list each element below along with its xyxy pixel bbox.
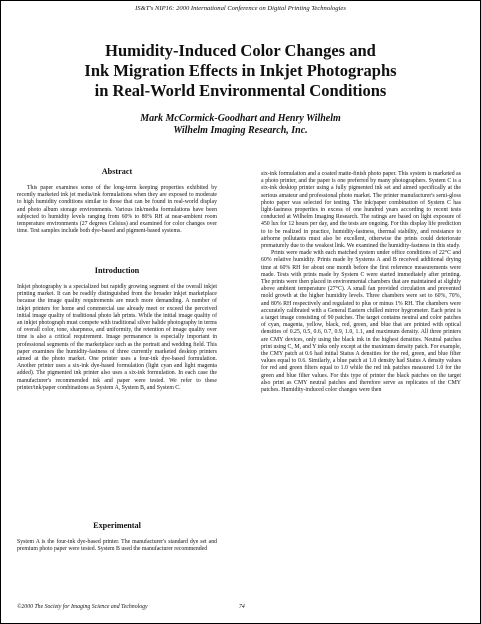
experimental-section xyxy=(17,521,217,553)
introduction-heading: Introduction xyxy=(94,266,140,275)
paper-title xyxy=(1,41,480,101)
affiliation: Wilhelm Imaging Research, Inc. xyxy=(173,125,308,136)
right-column-paragraph-2: Prints were made with each matched system under office conditions of 22°C and 60% relative humidity. Prints made by Systems A and B received additional drying time at 60% RH for about one month before the first reference measurements were made. Tests with prints made by System C were started immediately after printing. The prints were then placed in environmental chambers that are maintained at slightly above ambient temperature (27°C). A small fan provided circulation and prevented mold growth at the higher humidity levels. Three chambers were set to 60%, 70%, and 80% RH respectively and regulated to plus or minus 1% RH. The chambers were accurately calibrated with a General Eastern chilled mirror hygrometer. Each print is a target image consisting of 90 patches. The target contains neutral and color patches of cyan, magenta, yellow, black, red, green, and blue that are printed with optical densities of 0.25, 0.5, 0.6, 0.7, 0.9, 1.0, 1.1, and maximum density. All three printers are CMY devices, only using the black ink in the highest densities. Neutral patches print using C, M, and Y inks only except at the maximum density patch. For example, the CMY patch at 0.6 had initial Status A densities for the red, green, and blue filter values equal to 0.6. Similarly, a blue patch at 1.0 density had Status A density values for red and green filters equal to 1.0 while the red ink patches measured 1.0 for the green and blue filter values. For this type of printer the black patches on the target also print as CMY neutral patches and therefore serve as replicates of the CMY patches. Humidity-induced color changes were then xyxy=(261,250,461,394)
running-header: IS&T's NIP16: 2000 International Conference on Digital Printing Technologies xyxy=(135,5,346,12)
right-column xyxy=(261,171,461,394)
right-column-paragraph-1: six-ink formulation and a coated matte-finish photo paper. This system is marketed as a photo printer, and the paper is one preferred by many photographers. System C is a six-ink desktop printer using a fully pigmented ink set and aimed specifically at the serious amateur and professional photo market. The printer manufacturer's semi-gloss photo paper was selected for testing. The ink/paper combination of System C has light-fastness properties in excess of one hundred years according to recent tests conducted at Wilhelm Imaging Research. The ratings are based on light exposure of 450 lux for 12 hours per day, and the tests are ongoing. For this display life prediction to to be realized in practice, humidity-fastness, thermal stability, and resistance to airborne pollutants must also be excellent, otherwise the prints could deteriorate prematurely due to the weakest link. We examined the humidity-fastness in this study. xyxy=(261,171,461,250)
abstract-text: This paper examines some of the long-term keeping properties exhibited by recently marketed ink jet media/ink formulations when they are exposed to moderate to high humidity conditions similar to those that can be found in real-world display and photo album storage environments. Various ink/media formulations have been subjected to humidity levels ranging from 60% to 80% RH at near-ambient room temperature environments (27 degrees Celsius) and examined for color changes over time. Test samples include both dye-based and pigment-based systems. xyxy=(17,185,217,235)
authors: Mark McCormick-Goodhart and Henry Wilhelm xyxy=(140,113,341,124)
copyright-footer: ©2000 The Society for Imaging Science and Technology xyxy=(17,604,148,610)
title-line-1: Humidity-Induced Color Changes and xyxy=(105,41,376,60)
abstract-heading: Abstract xyxy=(101,167,133,176)
introduction-section xyxy=(17,266,217,392)
page-number: 74 xyxy=(239,604,245,610)
title-line-2: Ink Migration Effects in Inkjet Photographs xyxy=(84,61,397,80)
introduction-text: Inkjet photography is a specialized but rapidly growing segment of the overall inkjet printing market. It can be readily distinguished from the broader inkjet marketplace because the image quality requirements are much more demanding. A number of inkjet printers for home and commercial use already meet or exceed the perceived initial image quality of traditional photo lab prints. While the initial image quality of an inkjet photograph must compete with traditional silver halide photography in terms of overall color, tone, sharpness, and uniformity, the retention of image quality over time is also a critical requirement. Image permanence is especially important in professional segments of the marketplace such as the portrait and wedding field. This paper examines the humidity-fastness of three currently marketed desktop printers aimed at the photo market. One printer uses a four-ink dye-based formulation. Another printer uses a six-ink dye-based formulation (light cyan and light magenta added). The pigmented ink printer also uses a six-ink formulation. In each case the manufacturer's recommended ink and paper were tested. We refer to these printer/ink/paper combinations as System A, System B, and System C. xyxy=(17,284,217,391)
experimental-text: System A is the four-ink dye-based printer. The manufacturer's standard dye set and premium photo paper were tested. System B used the manufacturer recommended xyxy=(17,539,217,553)
experimental-heading: Experimental xyxy=(93,521,141,530)
abstract-section xyxy=(17,167,217,235)
title-line-3: in Real-World Environmental Conditions xyxy=(94,81,387,100)
author-block xyxy=(1,113,480,137)
